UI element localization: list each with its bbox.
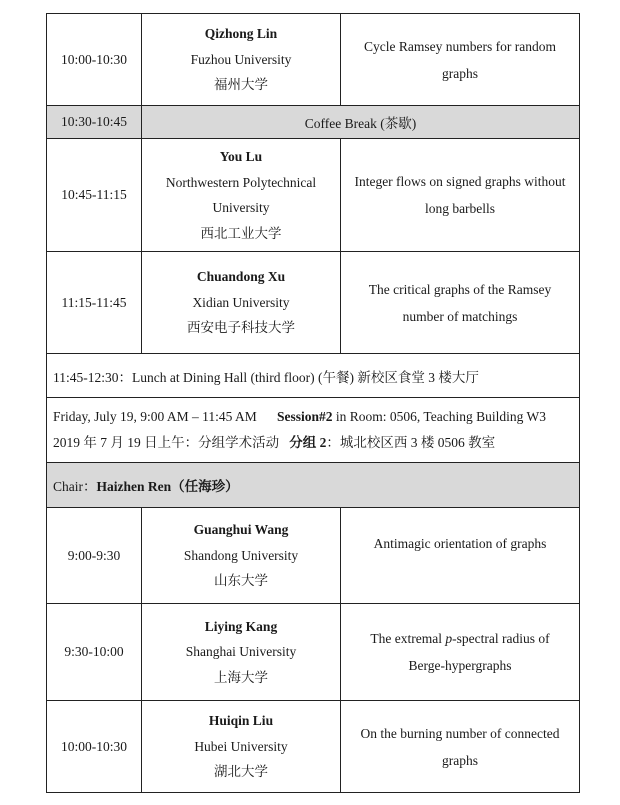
talk-title bbox=[341, 604, 580, 701]
talk-title-line: number of matchings bbox=[402, 308, 518, 324]
talk-title-line: On the burning number of connected bbox=[360, 725, 560, 741]
speaker-affiliation-cn: 西安电子科技大学 bbox=[187, 320, 295, 336]
speaker-affiliation-cn: 西北工业大学 bbox=[200, 225, 282, 241]
talk-title bbox=[341, 701, 580, 793]
talk-title-line bbox=[349, 625, 571, 652]
session-line-en bbox=[53, 404, 573, 430]
speaker-affiliation: Xidian University bbox=[192, 294, 290, 310]
talk-time: 10:00-10:30 bbox=[47, 14, 142, 106]
speaker-affiliation-cn: 上海大学 bbox=[214, 669, 268, 685]
speaker-cell bbox=[142, 508, 341, 604]
talk-row bbox=[47, 604, 580, 701]
talk-time: 10:45-11:15 bbox=[47, 139, 142, 252]
speaker-name: Huiqin Liu bbox=[208, 713, 274, 729]
talk-title-line: graphs bbox=[442, 752, 478, 768]
session-date: Friday, July 19, 9:00 AM – 11:45 AM bbox=[53, 409, 257, 424]
schedule-page bbox=[46, 13, 580, 793]
speaker-affiliation: University bbox=[212, 200, 270, 215]
talk-title-line: Integer flows on signed graphs without bbox=[354, 174, 566, 189]
talk-title bbox=[341, 508, 580, 604]
speaker-affiliation-cn: 福州大学 bbox=[214, 77, 268, 93]
chair-name: Haizhen Ren（任海珍） bbox=[96, 479, 239, 494]
speaker-name: You Lu bbox=[219, 149, 263, 164]
talk-title-text: -spectral radius of bbox=[452, 631, 550, 646]
talk-title-line: graphs bbox=[442, 65, 478, 81]
talk-row bbox=[47, 14, 580, 106]
session-label-cn: 分组 2 bbox=[289, 435, 327, 450]
lunch-text: 11:45-12:30：Lunch at Dining Hall (third floor) (午餐) 新校区食堂 3 楼大厅 bbox=[47, 354, 580, 398]
speaker-affiliation: Shanghai University bbox=[185, 644, 297, 660]
chair-row bbox=[47, 463, 580, 508]
session-info bbox=[47, 398, 580, 463]
talk-title bbox=[341, 14, 580, 106]
session-room-cn: ：城北校区西 3 楼 0506 教室 bbox=[326, 435, 496, 450]
session-room: in Room: 0506, Teaching Building W3 bbox=[332, 409, 546, 424]
talk-title-line: Antimagic orientation of graphs bbox=[373, 536, 547, 551]
talk-row bbox=[47, 139, 580, 252]
talk-title-line: The critical graphs of the Ramsey bbox=[368, 281, 552, 297]
break-time: 10:30-10:45 bbox=[47, 106, 142, 139]
talk-row bbox=[47, 701, 580, 793]
lunch-row bbox=[47, 354, 580, 398]
speaker-cell bbox=[142, 14, 341, 106]
schedule-table-morning bbox=[46, 13, 580, 793]
speaker-name: Qizhong Lin bbox=[204, 26, 278, 42]
session-line-cn bbox=[53, 430, 573, 456]
session-row bbox=[47, 398, 580, 463]
speaker-cell bbox=[142, 604, 341, 701]
talk-title-italic: p bbox=[445, 631, 453, 646]
talk-title-line: Berge-hypergraphs bbox=[408, 658, 512, 673]
speaker-name: Chuandong Xu bbox=[196, 269, 286, 285]
talk-title-line: Cycle Ramsey numbers for random bbox=[364, 38, 556, 54]
talk-title bbox=[341, 139, 580, 252]
session-label: Session#2 bbox=[277, 409, 333, 424]
speaker-affiliation: Northwestern Polytechnical bbox=[165, 174, 317, 190]
speaker-affiliation: Fuzhou University bbox=[190, 51, 292, 67]
break-label: Coffee Break (茶歇) bbox=[142, 106, 580, 139]
speaker-affiliation: Hubei University bbox=[194, 738, 288, 754]
talk-title-line: long barbells bbox=[424, 201, 496, 216]
talk-time: 9:30-10:00 bbox=[47, 604, 142, 701]
talk-time: 9:00-9:30 bbox=[47, 508, 142, 604]
talk-row bbox=[47, 508, 580, 604]
session-date-cn: 2019 年 7 月 19 日上午：分组学术活动 bbox=[53, 435, 280, 450]
speaker-affiliation-cn: 湖北大学 bbox=[214, 764, 268, 780]
speaker-cell bbox=[142, 252, 341, 354]
coffee-break-row bbox=[47, 106, 580, 139]
speaker-cell bbox=[142, 139, 341, 252]
speaker-cell bbox=[142, 701, 341, 793]
chair-label: Chair： bbox=[53, 479, 97, 494]
talk-time: 11:15-11:45 bbox=[47, 252, 142, 354]
talk-title-text: The extremal bbox=[370, 631, 446, 646]
speaker-name: Guanghui Wang bbox=[193, 522, 289, 538]
chair-cell bbox=[47, 463, 580, 508]
talk-time: 10:00-10:30 bbox=[47, 701, 142, 793]
speaker-affiliation-cn: 山东大学 bbox=[214, 573, 268, 589]
talk-row bbox=[47, 252, 580, 354]
talk-title bbox=[341, 252, 580, 354]
speaker-affiliation: Shandong University bbox=[183, 547, 299, 563]
speaker-name: Liying Kang bbox=[204, 618, 278, 634]
